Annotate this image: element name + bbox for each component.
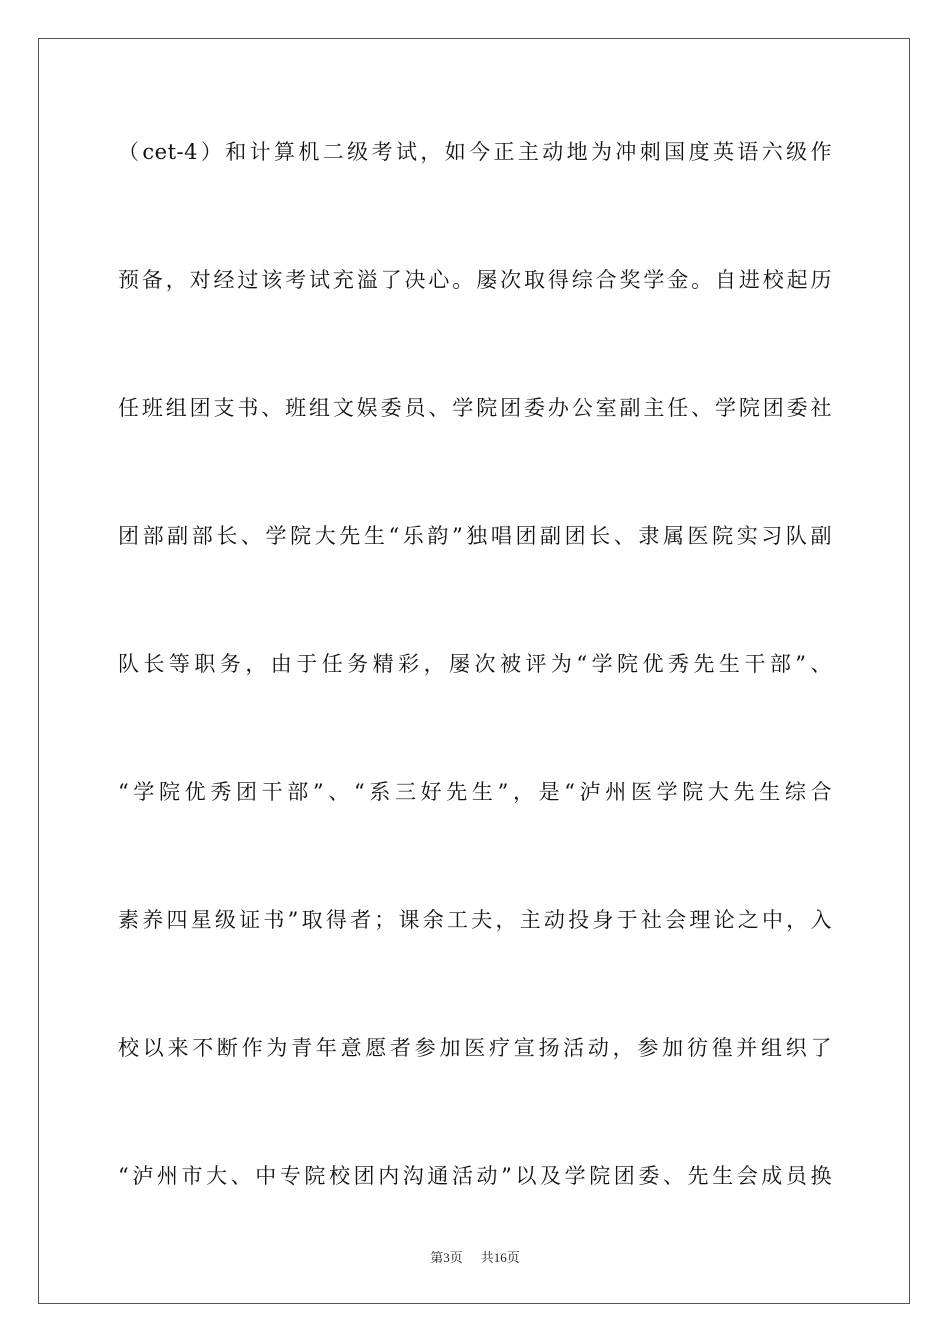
page-footer <box>0 1248 950 1268</box>
text-line-2: 预备，对经过该考试充溢了决心。屡次取得综合奖学金。自进校起历 <box>118 268 832 292</box>
text-line-7: 素养四星级证书”取得者；课余工夫，主动投身于社会理论之中，入 <box>118 908 832 932</box>
text-line-5: 队长等职务，由于任务精彩，屡次被评为“学院优秀先生干部”、 <box>118 652 832 676</box>
text-line-9: “泸州市大、中专院校团内沟通活动”以及学院团委、先生会成员换 <box>118 1164 832 1188</box>
text-line-8: 校以来不断作为青年意愿者参加医疗宣扬活动，参加彷徨并组织了 <box>118 1036 832 1060</box>
text-line-6: “学院优秀团干部”、“系三好先生”，是“泸州医学院大先生综合 <box>118 780 832 804</box>
page-total: 共16页 <box>480 1250 520 1265</box>
text-line-1: （cet-4）和计算机二级考试，如今正主动地为冲刺国度英语六级作 <box>118 140 832 164</box>
page-number: 第3页 <box>430 1250 463 1265</box>
text-line-4: 团部副部长、学院大先生“乐韵”独唱团副团长、隶属医院实习队副 <box>118 524 832 548</box>
text-line-3: 任班组团支书、班组文娱委员、学院团委办公室副主任、学院团委社 <box>118 396 832 420</box>
document-body <box>118 125 832 1277</box>
